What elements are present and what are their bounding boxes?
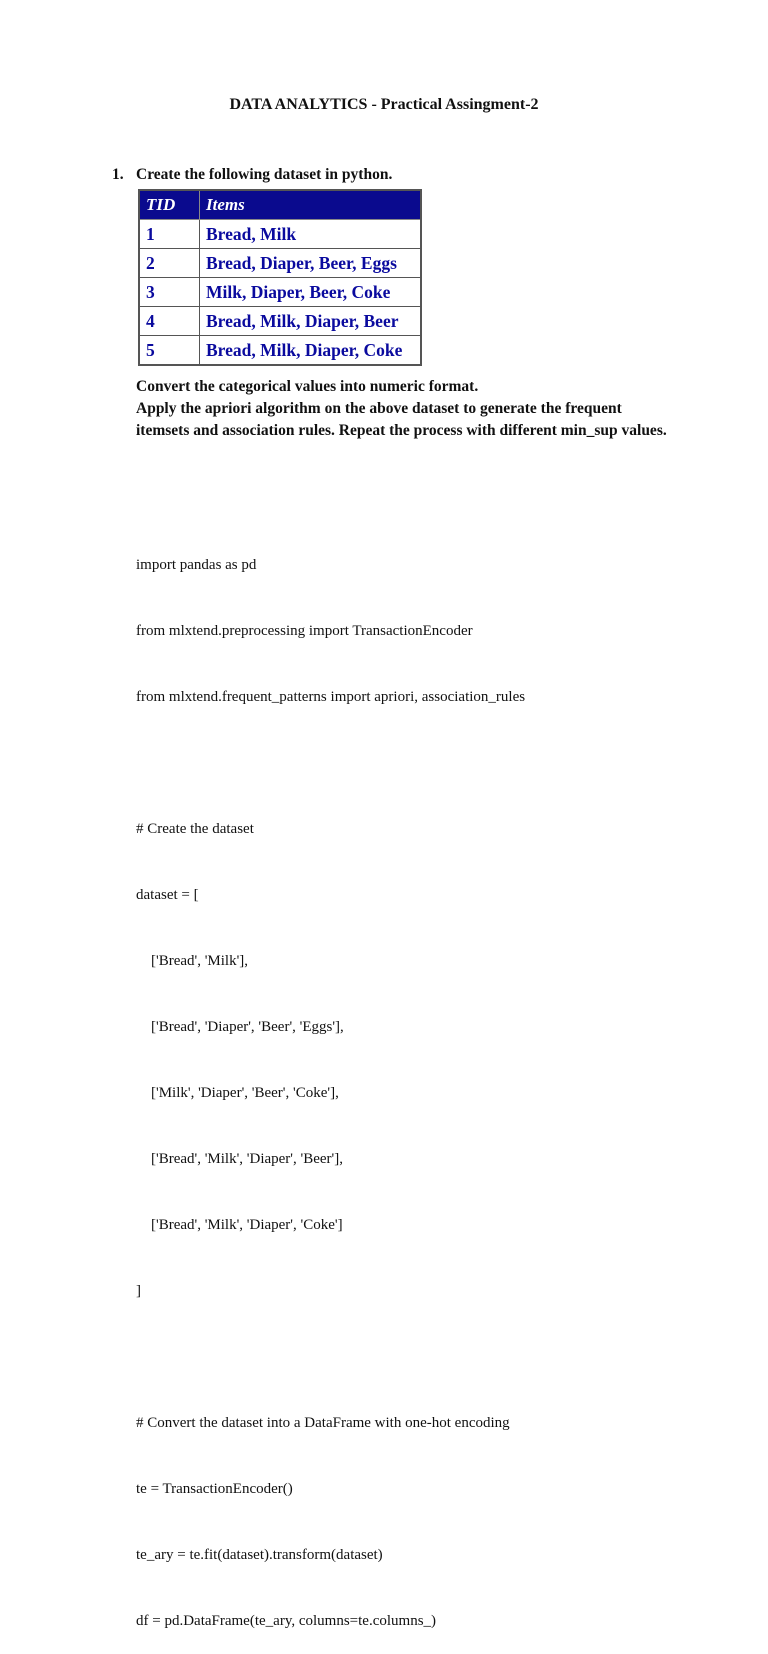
question-number: 1. bbox=[112, 166, 124, 183]
items-cell: Bread, Diaper, Beer, Eggs bbox=[200, 249, 422, 278]
code-line: ['Bread', 'Diaper', 'Beer', 'Eggs'], bbox=[136, 1019, 344, 1035]
instruction-convert: Convert the categorical values into numeric format. bbox=[136, 378, 479, 395]
items-cell: Bread, Milk, Diaper, Beer bbox=[200, 307, 422, 336]
code-line: import pandas as pd bbox=[136, 557, 257, 573]
code-line: from mlxtend.frequent_patterns import apriori, association_rules bbox=[136, 689, 526, 705]
code-line: ['Bread', 'Milk', 'Diaper', 'Coke'] bbox=[136, 1217, 343, 1233]
code-line: ['Milk', 'Diaper', 'Beer', 'Coke'], bbox=[136, 1085, 339, 1101]
tid-cell: 5 bbox=[139, 336, 200, 366]
tid-cell: 1 bbox=[139, 220, 200, 249]
instructions bbox=[136, 376, 676, 442]
table-row bbox=[139, 249, 421, 278]
code-line: ['Bread', 'Milk'], bbox=[136, 953, 249, 969]
code-line bbox=[136, 752, 525, 774]
dataset-table bbox=[138, 189, 422, 366]
items-cell: Milk, Diaper, Beer, Coke bbox=[200, 278, 422, 307]
code-line: df = pd.DataFrame(te_ary, columns=te.columns_) bbox=[136, 1613, 437, 1629]
code-line: from mlxtend.preprocessing import TransactionEncoder bbox=[136, 623, 473, 639]
code-block bbox=[136, 510, 525, 1654]
table-row bbox=[139, 307, 421, 336]
table-row bbox=[139, 220, 421, 249]
page-title: DATA ANALYTICS - Practical Assingment-2 bbox=[229, 96, 539, 113]
code-line: te_ary = te.fit(dataset).transform(dataset) bbox=[136, 1547, 383, 1563]
code-line: dataset = [ bbox=[136, 887, 199, 903]
code-line: te = TransactionEncoder() bbox=[136, 1481, 293, 1497]
question-1 bbox=[112, 164, 392, 186]
instruction-apriori: Apply the apriori algorithm on the above dataset to generate the frequent itemsets and association rules. Repeat the process with different min_sup values. bbox=[136, 400, 667, 439]
column-header-items: Items bbox=[200, 190, 422, 220]
code-line: # Convert the dataset into a DataFrame with one-hot encoding bbox=[136, 1415, 510, 1431]
items-cell: Bread, Milk, Diaper, Coke bbox=[200, 336, 422, 366]
column-header-tid: TID bbox=[139, 190, 200, 220]
code-line: ['Bread', 'Milk', 'Diaper', 'Beer'], bbox=[136, 1151, 343, 1167]
items-cell: Bread, Milk bbox=[200, 220, 422, 249]
table-header-row bbox=[139, 190, 421, 220]
table-row bbox=[139, 336, 421, 366]
code-line: # Create the dataset bbox=[136, 821, 254, 837]
tid-cell: 3 bbox=[139, 278, 200, 307]
table-row bbox=[139, 278, 421, 307]
code-line bbox=[136, 1346, 525, 1368]
tid-cell: 2 bbox=[139, 249, 200, 278]
question-text: Create the following dataset in python. bbox=[136, 166, 393, 183]
code-line: ] bbox=[136, 1283, 141, 1299]
tid-cell: 4 bbox=[139, 307, 200, 336]
